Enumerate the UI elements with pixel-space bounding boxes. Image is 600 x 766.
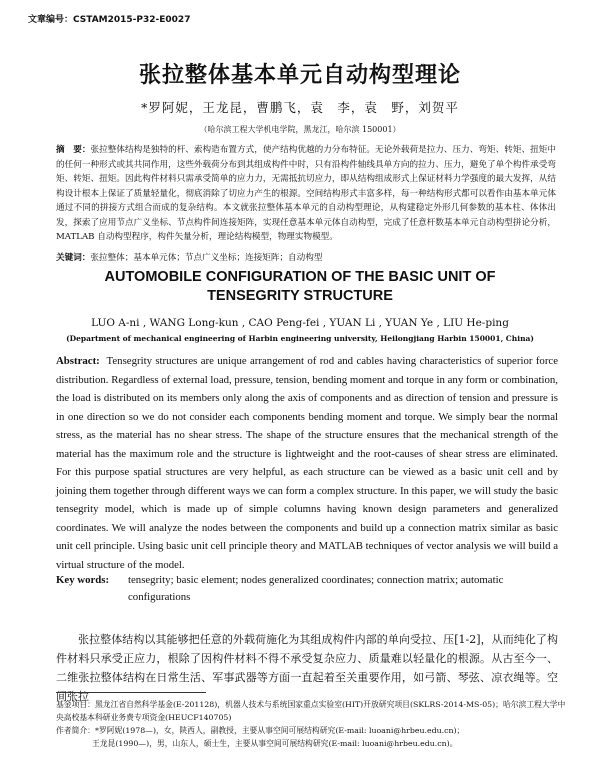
- chinese-authors: *罗阿妮，王龙昆，曹鹏飞，袁 李，袁 野，刘贺平: [141, 100, 459, 115]
- chinese-abstract: [56, 143, 556, 245]
- body-paragraph: 张拉整体结构以其能够把任意的外载荷施化为其组成构件内部的单向受拉、压[1-2]，从而纯化了构件材料只承受正应力，根除了因构件材料不得不承受复杂应力、质量难以轻量化的根源。从古至今一、二维张拉整体结构在日常生活、军事武器等方面一直起着至关重要作用，如弓箭、琴弦、凉衣绳等。空间张拉: [56, 633, 558, 703]
- footnote-divider: [56, 692, 206, 693]
- author-label: 作者简介：: [56, 726, 95, 735]
- chinese-affiliation: （哈尔滨工程大学机电学院，黑龙江，哈尔滨 150001）: [199, 125, 401, 134]
- author-1-text: *罗阿妮(1978—)，女，陕西人，副教授，主要从事空间可展结构研究(E-mail: luoani@hrbeu.edu.cn)；: [94, 726, 465, 735]
- english-abstract-label: Abstract:: [56, 355, 100, 367]
- english-title-line-1: AUTOMOBILE CONFIGURATION OF THE BASIC UNIT OF: [104, 269, 496, 285]
- chinese-keywords: [56, 251, 556, 263]
- chinese-abstract-text: 张拉整体结构是独特的杆、索构造布置方式，使产结构优越的力分布特征。无论外载荷是拉力、压力、弯矩、转矩、扭矩中的任何一种形式或其共同作用，这些外载荷分布到其组成构件中时，只有沿构件轴线具单方向的拉力、压力，避免了单个构件承受弯矩、转矩、扭矩。因此构件材料只需承受简单的应力力，无需抵抗切应力，即从结构组成形式上保证材料力学强度的最大发挥，从结构设计根本上保证了质量轻量化，彻底消除了切应力产生的根源。空间结构形式丰富多样，每一种结构形式都可以看作由基本单元体通过不同的拼接方式组合而成的复杂结构。本文就张拉整体基本单元的自动构型理论，从构建稳定外形几何参数的基本柱、体体出发，探索了应用节点广义坐标、节点构件间连接矩阵，实现任意基本单元体自动构型，完成了任意杆数基本单元自动构型拼论分析，MATLAB 自动构型程序，构件矢量分析，理论结构模型，物理实物模型。: [56, 145, 556, 242]
- author-note-1: [56, 724, 566, 737]
- english-keywords-label: Key words:: [56, 574, 110, 586]
- english-abstract: [56, 352, 558, 574]
- article-number: 文章编号：CSTAM2015-P32-E0027: [28, 15, 191, 25]
- fund-note: [56, 698, 566, 724]
- english-keywords-text: tensegrity; basic element; nodes generalized coordinates; connection matrix; automatic configurations: [128, 574, 504, 603]
- chinese-title: 张拉整体基本单元自动构型理论: [138, 63, 461, 88]
- chinese-keywords-text: 张拉整体；基本单元体；节点广义坐标；连接矩阵；自动构型: [90, 253, 323, 263]
- footnotes: [56, 698, 566, 750]
- chinese-keywords-label: 关键词：: [56, 253, 91, 263]
- english-title-line-2: TENSEGRITY STRUCTURE: [207, 288, 393, 304]
- chinese-abstract-label: 摘 要：: [56, 145, 91, 155]
- fund-label: 基金项目：: [56, 700, 95, 709]
- english-title: [0, 268, 600, 306]
- english-keywords: [56, 572, 558, 606]
- author-note-2: 王龙昆(1990—)，男，山东人，硕士生，主要从事空间可展结构研究(E-mail: luoani@hrbeu.edu.cn)。: [92, 739, 458, 748]
- english-authors: LUO A-ni , WANG Long-kun , CAO Peng-fei , YUAN Li , YUAN Ye , LIU He-ping: [91, 317, 509, 329]
- english-abstract-text: Tensegrity structures are unique arrangement of rod and cables having characteristics of superior force distribution. Regardless of external load, pressure, tension, bending moment and torque in any form or combination, the load is distributed on its members only along the axis of components and as direction of tension and pressure is in one direction so we do not consider each components bending moment and torque. We simply bear the normal stress, as the material has no shear stress. The shape of the structure ensures that the mechanical strength of the material has the maximum role and the structure is lightweight and the root-causes of shear stress are eliminated. For this purpose spatial structures are very helpful, as each structure can be viewed as a basic unit cell and by joining them together through different ways we can form a complex structure. In this paper, we will study the basic tensegrity model, which is made up of simple columns having known design parameters and generalized coordinates. We will analyze the nodes between the components and build up a connection matrix similar as basic unit cell principle. Using basic unit cell principle theory and MATLAB techniques of vector analysis we will build a virtual structure of the model.: [56, 355, 558, 571]
- fund-text: 黑龙江省自然科学基金(E-201128)，机器人技术与系统国家重点实验室(HIT)开放研究项目(SKLRS-2014-MS-05)；哈尔滨工程大学中央高校基本科研业务费专项资金(HEUCF140705): [56, 700, 566, 722]
- english-affiliation: (Department of mechanical engineering of Harbin engineering university, Heilongjiang Harbin 150001, China): [66, 334, 534, 343]
